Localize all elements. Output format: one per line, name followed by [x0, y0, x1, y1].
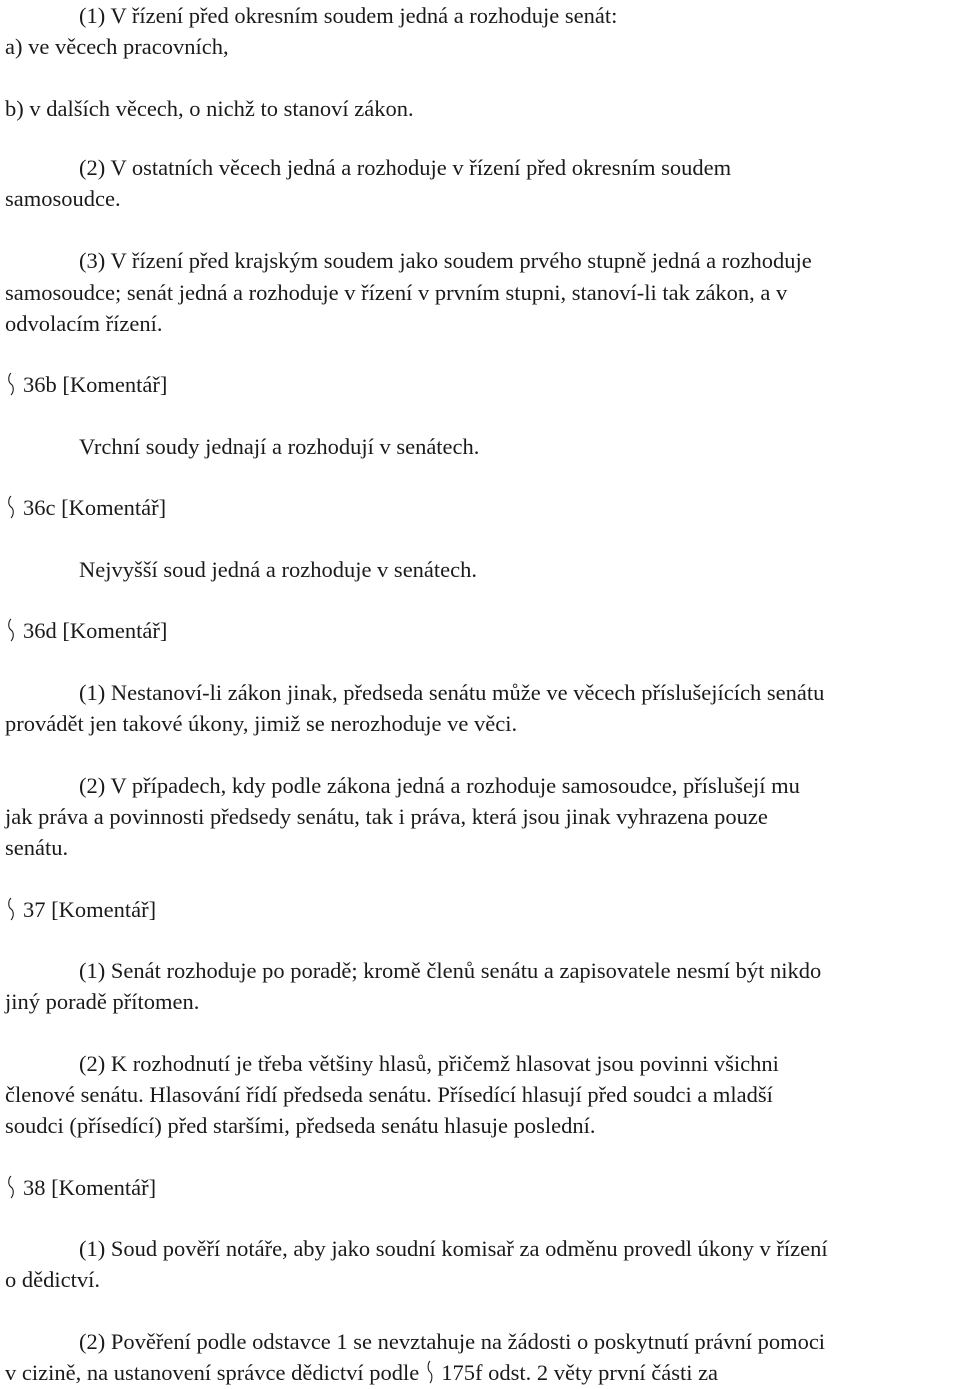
section-sign-icon	[5, 372, 17, 396]
paragraph-line: Vrchní soudy jednají a rozhodují v senátech.	[79, 434, 480, 459]
paragraph-line: samosoudce.	[5, 186, 121, 211]
section-heading-36d	[5, 616, 167, 646]
section-sign-icon	[425, 1360, 435, 1384]
section-heading-text: 38 [Komentář]	[23, 1175, 157, 1200]
section-sign-icon	[5, 1175, 17, 1199]
paragraph-line: (2) V případech, kdy podle zákona jedná a rozhoduje samosoudce, příslušejí mu	[79, 773, 800, 798]
section-heading-text: 36d [Komentář]	[23, 618, 168, 643]
section-sign-icon	[5, 495, 17, 519]
paragraph-line: o dědictví.	[5, 1267, 100, 1292]
section-sign-icon	[5, 897, 17, 921]
paragraph-line	[5, 1358, 718, 1388]
paragraph-line: Nejvyšší soud jedná a rozhoduje v senátech.	[79, 557, 478, 582]
paragraph-line: (1) Senát rozhoduje po poradě; kromě členů senátu a zapisovatele nesmí být nikdo	[79, 958, 822, 983]
paragraph-line: jak práva a povinnosti předsedy senátu, tak i práva, která jsou jinak vyhrazena pouze	[5, 804, 768, 829]
paragraph-line: senátu.	[5, 835, 69, 860]
line-text-before: v cizině, na ustanovení správce dědictví podle	[5, 1360, 420, 1385]
paragraph-line: (3) V řízení před krajským soudem jako soudem prvého stupně jedná a rozhoduje	[79, 248, 812, 273]
section-heading-36b	[5, 370, 167, 400]
paragraph-line: (1) V řízení před okresním soudem jedná a rozhoduje senát:	[79, 3, 618, 28]
paragraph-line: (1) Nestanoví-li zákon jinak, předseda senátu může ve věcech příslušejících senátu	[79, 680, 825, 705]
paragraph-line: (2) V ostatních věcech jedná a rozhoduje v řízení před okresním soudem	[79, 155, 732, 180]
section-heading-text: 36c [Komentář]	[23, 495, 167, 520]
section-sign-icon	[5, 618, 17, 642]
section-heading-37	[5, 895, 156, 925]
paragraph-line: soudci (přísedící) před staršími, předseda senátu hlasuje poslední.	[5, 1113, 596, 1138]
paragraph-line: členové senátu. Hlasování řídí předseda senátu. Přísedící hlasují před soudci a mladší	[5, 1082, 773, 1107]
paragraph-line: samosoudce; senát jedná a rozhoduje v řízení v prvním stupni, stanoví-li tak zákon, a v	[5, 280, 788, 305]
paragraph-line: jiný poradě přítomen.	[5, 989, 200, 1014]
paragraph-line: b) v dalších věcech, o nichž to stanoví zákon.	[5, 96, 414, 121]
section-heading-text: 37 [Komentář]	[23, 897, 157, 922]
section-heading-38	[5, 1173, 156, 1203]
paragraph-line: provádět jen takové úkony, jimiž se nerozhoduje ve věci.	[5, 711, 518, 736]
section-heading-text: 36b [Komentář]	[23, 372, 168, 397]
section-heading-36c	[5, 493, 166, 523]
paragraph-line: (2) Pověření podle odstavce 1 se nevztahuje na žádosti o poskytnutí právní pomoci	[79, 1329, 826, 1354]
paragraph-line: (2) K rozhodnutí je třeba většiny hlasů, přičemž hlasovat jsou povinni všichni	[79, 1051, 779, 1076]
paragraph-line: (1) Soud pověří notáře, aby jako soudní komisař za odměnu provedl úkony v řízení	[79, 1236, 828, 1261]
line-text-after: 175f odst. 2 věty první části za	[441, 1360, 719, 1385]
paragraph-line: a) ve věcech pracovních,	[5, 34, 229, 59]
paragraph-line: odvolacím řízení.	[5, 311, 163, 336]
